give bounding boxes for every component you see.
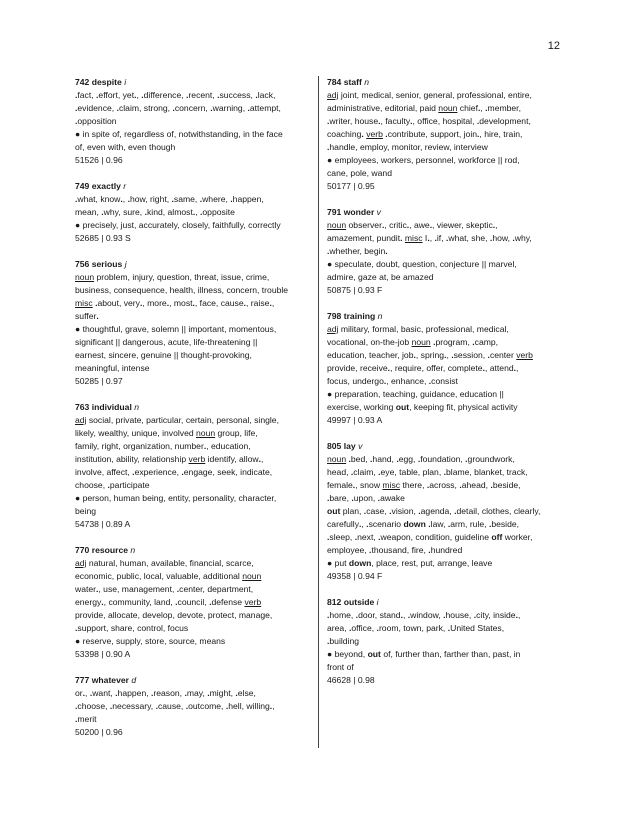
entry-line: .fact, .effort, yet., .difference, .recent, .success, .lack,	[75, 90, 276, 100]
entry-line: 54738 | 0.89 A	[75, 519, 131, 529]
entry-line: .sleep, .next, .weapon, condition, guideline off worker,	[327, 532, 533, 542]
entry-line: provide, receive., require, offer, complete., attend.,	[327, 363, 519, 373]
entry-line: energy., community, land, .council, .defense verb	[75, 597, 262, 607]
entry-line: mean, .why, sure, .kind, almost., .opposite	[75, 207, 235, 217]
part-of-speech: i	[124, 77, 127, 87]
entry-line: adj natural, human, available, financial, scarce,	[75, 558, 254, 568]
part-of-speech: j	[124, 259, 127, 269]
entry-line: carefully., .scenario down .law, .arm, rule, .beside,	[327, 519, 520, 529]
entry-headword	[327, 596, 567, 609]
entry-line: ● person, human being, entity, personality, character,	[75, 493, 277, 503]
entry-line: ● beyond, out of, further than, farther than, past, in	[327, 649, 521, 659]
entry-line: misc .about, very., more., most., face, cause., raise.,	[75, 298, 275, 308]
entry-line: 50177 | 0.95	[327, 181, 375, 191]
entry-line: ● put down, place, rest, put, arrange, leave	[327, 558, 493, 568]
entry-line: female., snow misc there, .across, .ahead, .beside,	[327, 480, 521, 490]
entry-line: ● precisely, just, accurately, closely, faithfully, correctly	[75, 220, 281, 230]
entry-line: institution, ability, relationship verb identify, allow.,	[75, 454, 264, 464]
entry-line: ● reserve, supply, store, source, means	[75, 636, 226, 646]
entry-line: amazement, pundit. misc I., .if, .what, she, .how, .why,	[327, 233, 532, 243]
entry-line: provide, allocate, develop, devote, protect, manage,	[75, 610, 273, 620]
part-of-speech: n	[134, 402, 140, 412]
headword: 749 exactly	[75, 181, 124, 191]
entry-line: water., use, management, .center, department,	[75, 584, 254, 594]
entry-line: adj social, private, particular, certain, personal, single,	[75, 415, 279, 425]
entry-line: 49358 | 0.94 F	[327, 571, 383, 581]
page-number: 12	[547, 40, 560, 52]
entry-line: vocational, on-the-job noun .program, .camp,	[327, 337, 499, 347]
part-of-speech: n	[364, 77, 370, 87]
entry-line: suffer.	[75, 311, 99, 321]
entry-line: economic, public, local, valuable, additional noun	[75, 571, 262, 581]
entry-headword	[327, 310, 567, 323]
entry-headword	[75, 401, 313, 414]
entry-despite	[75, 76, 313, 167]
entry-line: 53398 | 0.90 A	[75, 649, 131, 659]
entry-line: ● in spite of, regardless of, notwithstanding, in the face	[75, 129, 283, 139]
headword: 805 lay	[327, 441, 359, 451]
entry-line: 49997 | 0.93 A	[327, 415, 383, 425]
column-divider	[318, 76, 319, 748]
entry-line: meaningful, intense	[75, 363, 150, 373]
entry-line: noun problem, injury, question, threat, issue, crime,	[75, 272, 270, 282]
entry-line: earnest, sincere, genuine || thought-provoking,	[75, 350, 252, 360]
entry-line: ● thoughtful, grave, solemn || important, momentous,	[75, 324, 277, 334]
entry-line: family, right, organization, number., education,	[75, 441, 251, 451]
entry-line: .merit	[75, 714, 97, 724]
entry-outside	[327, 596, 567, 687]
entry-exactly	[75, 180, 313, 245]
headword: 770 resource	[75, 545, 131, 555]
entry-line: head, .claim, .eye, table, plan, .blame, blanket, track,	[327, 467, 528, 477]
entry-lay	[327, 440, 567, 583]
entry-line: education, teacher, job., spring., .session, .center verb	[327, 350, 533, 360]
headword: 798 training	[327, 311, 378, 321]
right-column	[327, 76, 567, 700]
entry-headword	[75, 258, 313, 271]
entry-line: adj joint, medical, senior, general, professional, entire,	[327, 90, 532, 100]
entry-line: front of	[327, 662, 354, 672]
entry-whatever	[75, 674, 313, 739]
entry-line: .building	[327, 636, 360, 646]
entry-headword	[75, 76, 313, 89]
entry-line: .whether, begin.	[327, 246, 388, 256]
entry-line: .home, .door, stand., .window, .house, .city, inside.,	[327, 610, 521, 620]
headword: 763 individual	[75, 402, 135, 412]
headword: 791 wonder	[327, 207, 377, 217]
entry-line: coaching. verb .contribute, support, join., hire, train,	[327, 129, 523, 139]
entry-line: .handle, employ, monitor, review, interview	[327, 142, 488, 152]
entry-headword	[327, 440, 567, 453]
entry-line: .choose, .necessary, .cause, .outcome, .hell, willing.,	[75, 701, 275, 711]
entry-line: cane, pole, wand	[327, 168, 392, 178]
entry-line: likely, wealthy, unique, involved noun group, life,	[75, 428, 258, 438]
headword: 784 staff	[327, 77, 365, 87]
entry-line: 50200 | 0.96	[75, 727, 123, 737]
entry-wonder	[327, 206, 567, 297]
entry-line: employee, .thousand, fire, .hundred	[327, 545, 463, 555]
part-of-speech: i	[376, 597, 379, 607]
headword: 812 outside	[327, 597, 377, 607]
entry-line: 51526 | 0.96	[75, 155, 123, 165]
entry-line: .support, share, control, focus	[75, 623, 189, 633]
entry-headword	[327, 206, 567, 219]
entry-line: ● preparation, teaching, guidance, education ||	[327, 389, 504, 399]
entry-line: involve, affect, .experience, .engage, seek, indicate,	[75, 467, 273, 477]
entry-line: ● speculate, doubt, question, conjecture || marvel,	[327, 259, 517, 269]
entry-line: 46628 | 0.98	[327, 675, 375, 685]
headword: 777 whatever	[75, 675, 132, 685]
part-of-speech: n	[130, 545, 136, 555]
entry-headword	[75, 674, 313, 687]
entry-resource	[75, 544, 313, 661]
entry-line: 50875 | 0.93 F	[327, 285, 383, 295]
entry-line: .bare, .upon, .awake	[327, 493, 405, 503]
entry-headword	[75, 180, 313, 193]
entry-line: .opposition	[75, 116, 117, 126]
part-of-speech: v	[358, 441, 363, 451]
entry-line: ● employees, workers, personnel, workforce || rod,	[327, 155, 520, 165]
entry-line: being	[75, 506, 97, 516]
part-of-speech: d	[131, 675, 137, 685]
entry-line: choose, .participate	[75, 480, 150, 490]
part-of-speech: v	[376, 207, 381, 217]
entry-line: significant || dangerous, acute, life-threatening ||	[75, 337, 258, 347]
entry-line: 52685 | 0.93 S	[75, 233, 131, 243]
entry-line: of, even with, even though	[75, 142, 176, 152]
entry-line: or., .want, .happen, .reason, .may, .might, .else,	[75, 688, 256, 698]
entry-line: out plan, .case, .vision, .agenda, .detail, clothes, clearly,	[327, 506, 541, 516]
entry-staff	[327, 76, 567, 193]
entry-headword	[75, 544, 313, 557]
entry-line: area, .office, .room, town, park, .United States,	[327, 623, 505, 633]
entry-line: focus, undergo., enhance, .consist	[327, 376, 458, 386]
left-column	[75, 76, 313, 752]
part-of-speech: r	[123, 181, 127, 191]
entry-headword	[327, 76, 567, 89]
headword: 756 serious	[75, 259, 125, 269]
entry-serious	[75, 258, 313, 388]
entry-line: adj military, formal, basic, professional, medical,	[327, 324, 509, 334]
entry-individual	[75, 401, 313, 531]
entry-line: noun .bed, .hand, .egg, .foundation, .groundwork,	[327, 454, 515, 464]
entry-line: .what, know., .how, right, .same, .where, .happen,	[75, 194, 264, 204]
entry-line: exercise, working out, keeping fit, physical activity	[327, 402, 518, 412]
headword: 742 despite	[75, 77, 125, 87]
entry-line: .writer, house., faculty., office, hospital, .development,	[327, 116, 531, 126]
entry-line: administrative, editorial, paid noun chief., .member,	[327, 103, 521, 113]
entry-line: noun observer., critic., awe., viewer, skeptic.,	[327, 220, 498, 230]
entry-line: .evidence, .claim, strong, .concern, .warning, .attempt,	[75, 103, 281, 113]
entry-line: admire, gaze at, be amazed	[327, 272, 434, 282]
entry-training	[327, 310, 567, 427]
entry-line: 50285 | 0.97	[75, 376, 123, 386]
entry-line: business, consequence, health, illness, concern, trouble	[75, 285, 289, 295]
part-of-speech: n	[377, 311, 383, 321]
